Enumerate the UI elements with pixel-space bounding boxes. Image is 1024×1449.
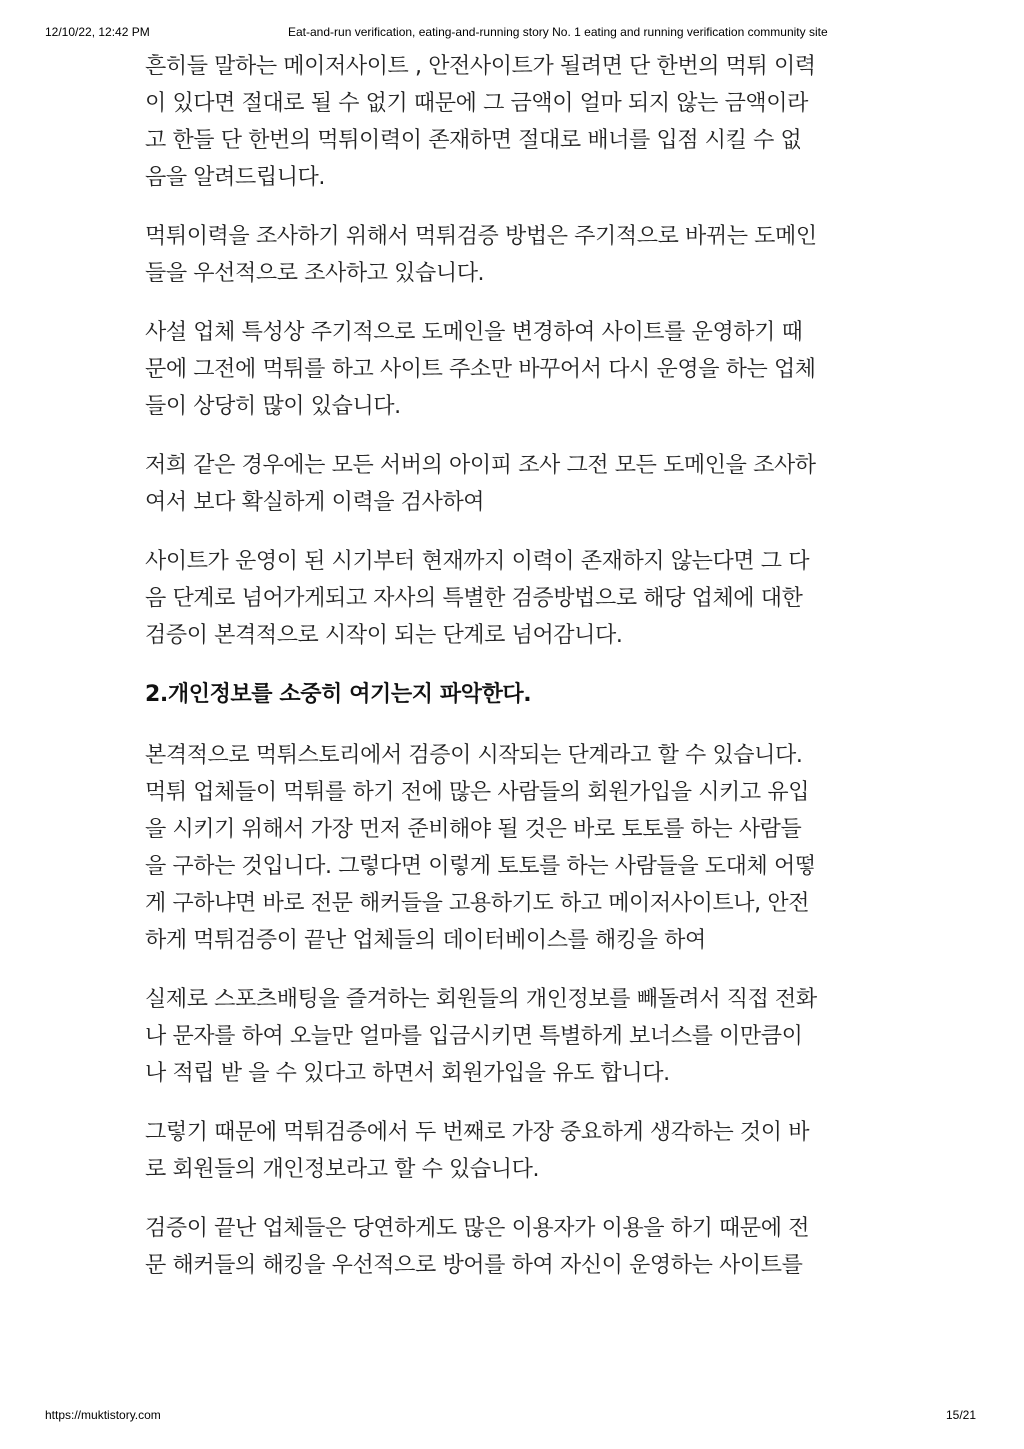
paragraph-line: 음 단계로 넘어가게되고 자사의 특별한 검증방법으로 해당 업체에 대한 <box>145 586 803 611</box>
paragraph-line: 먹튀이력을 조사하기 위해서 먹튀검증 방법은 주기적으로 바뀌는 도메인 <box>145 224 817 249</box>
paragraph-line: 사설 업체 특성상 주기적으로 도메인을 변경하여 사이트를 운영하기 때 <box>145 320 803 345</box>
paragraph <box>145 1210 890 1284</box>
paragraph-line: 검증이 본격적으로 시작이 되는 단계로 넘어감니다. <box>145 623 623 648</box>
paragraph <box>145 314 890 425</box>
paragraph-line: 들이 상당히 많이 있습니다. <box>145 394 401 419</box>
paragraph-line: 들을 우선적으로 조사하고 있습니다. <box>145 261 485 286</box>
paragraph-line: 문에 그전에 먹튀를 하고 사이트 주소만 바꾸어서 다시 운영을 하는 업체 <box>145 357 816 382</box>
print-date: 12/10/22, 12:42 PM <box>45 25 150 39</box>
paragraph <box>145 1114 890 1188</box>
paragraph <box>145 447 890 521</box>
page-url: https://muktistory.com <box>45 1408 161 1422</box>
paragraph-line: 사이트가 운영이 된 시기부터 현재까지 이력이 존재하지 않는다면 그 다 <box>145 549 810 574</box>
paragraph <box>145 543 890 654</box>
paragraph <box>145 981 890 1092</box>
paragraph-line: 검증이 끝난 업체들은 당연하게도 많은 이용자가 이용을 하기 때문에 전 <box>145 1216 810 1241</box>
paragraph <box>145 218 890 292</box>
paragraph-line: 을 시키기 위해서 가장 먼저 준비해야 될 것은 바로 토토를 하는 사람들 <box>145 817 802 842</box>
page-number: 15/21 <box>945 1408 976 1422</box>
paragraph-line: 이 있다면 절대로 될 수 없기 때문에 그 금액이 얼마 되지 않는 금액이라 <box>145 91 808 116</box>
paragraph-line: 음을 알려드립니다. <box>145 165 326 190</box>
paragraph-line: 고 한들 단 한번의 먹튀이력이 존재하면 절대로 배너를 입점 시킬 수 없 <box>145 128 802 153</box>
paragraph-line: 나 적립 받 을 수 있다고 하면서 회원가입을 유도 합니다. <box>145 1061 670 1086</box>
paragraph-line: 문 해커들의 해킹을 우선적으로 방어를 하여 자신이 운영하는 사이트를 <box>145 1253 803 1278</box>
paragraph-line: 여서 보다 확실하게 이력을 검사하여 <box>145 490 485 515</box>
article-body <box>145 48 890 1306</box>
document-title: Eat-and-run verification, eating-and-running story No. 1 eating and running verification community site <box>288 25 828 39</box>
paragraph-line: 하게 먹튀검증이 끝난 업체들의 데이터베이스를 해킹을 하여 <box>145 928 706 953</box>
paragraph <box>145 48 890 196</box>
paragraph-line: 실제로 스포츠배팅을 즐겨하는 회원들의 개인정보를 빼돌려서 직접 전화 <box>145 987 817 1012</box>
paragraph-line: 게 구하냐면 바로 전문 해커들을 고용하기도 하고 메이저사이트나, 안전 <box>145 891 810 916</box>
print-header <box>0 25 1024 43</box>
paragraph-line: 그렇기 때문에 먹튀검증에서 두 번째로 가장 중요하게 생각하는 것이 바 <box>145 1120 810 1145</box>
paragraph-line: 나 문자를 하여 오늘만 얼마를 입금시키면 특별하게 보너스를 이만큼이 <box>145 1024 803 1049</box>
paragraph-line: 저희 같은 경우에는 모든 서버의 아이피 조사 그전 모든 도메인을 조사하 <box>145 453 816 478</box>
paragraph-line: 로 회원들의 개인정보라고 할 수 있습니다. <box>145 1157 540 1182</box>
paragraph-line: 먹튀 업체들이 먹튀를 하기 전에 많은 사람들의 회원가입을 시키고 유입 <box>145 780 810 805</box>
print-footer <box>0 1408 1024 1426</box>
section-heading: 2.개인정보를 소중히 여기는지 파악한다. <box>145 682 532 707</box>
paragraph-line: 흔히들 말하는 메이저사이트 , 안전사이트가 될려면 단 한번의 먹튀 이력 <box>145 54 816 79</box>
paragraph-line: 본격적으로 먹튀스토리에서 검증이 시작되는 단계라고 할 수 있습니다. <box>145 743 803 768</box>
paragraph <box>145 737 890 959</box>
paragraph-line: 을 구하는 것입니다. 그렇다면 이렇게 토토를 하는 사람들을 도대체 어떻 <box>145 854 816 879</box>
